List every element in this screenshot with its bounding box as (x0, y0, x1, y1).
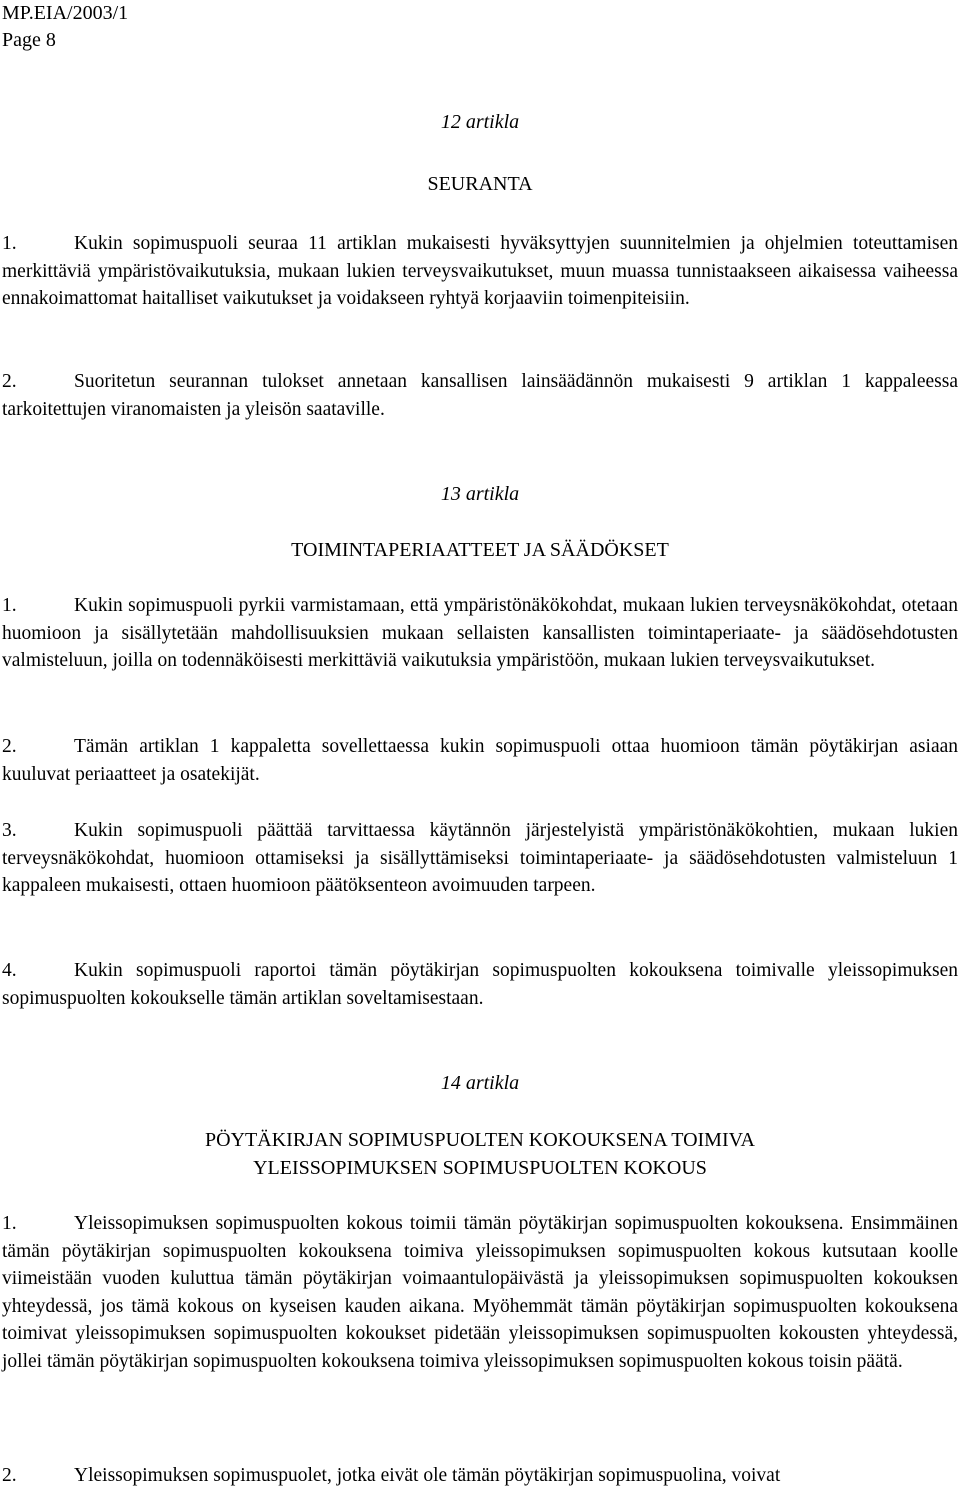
article-13-paragraph-4 (2, 957, 958, 1012)
page-number: Page 8 (2, 29, 56, 51)
paragraph-text: Suoritetun seurannan tulokset annetaan kansallisen lainsäädännön mukaisesti 9 artiklan 1 kappaleessa tarkoitettujen viranomaisten ja yleisön saataville. (2, 371, 958, 420)
article-13-paragraph-2 (2, 733, 958, 788)
article-12-number: 12 artikla (440, 111, 520, 133)
paragraph-number: 3. (2, 820, 17, 841)
article-12-title: SEURANTA (427, 173, 533, 195)
article-12-paragraph-1 (2, 230, 958, 313)
paragraph-text: Yleissopimuksen sopimuspuolten kokous toimii tämän pöytäkirjan sopimuspuolten kokouksena. Ensimmäinen tämän pöytäkirjan sopimuspuolten kokouksena toimiva yleissopimuksen sopimuspuolten kokous kutsutaan koolle viimeistään vuoden kuluttua tämän pöytäkirjan voimaantulopäivästä ja yleissopimuksen sopimuspuolten kokouksen yhteydessä, jos tämä kokous on kyseisen kauden aikana. Myöhemmät tämän pöytäkirjan sopimuspuolten kokouksena toimivat yleissopimuksen sopimuspuolten kokoukset pidetään yleissopimuksen sopimuspuolten kokousten yhteydessä, jollei tämän pöytäkirjan sopimuspuolten kokouksena toimiva yleissopimuksen sopimuspuolten kokous toisin päätä. (2, 1213, 958, 1372)
page-header (2, 0, 128, 54)
paragraph-number: 4. (2, 960, 17, 981)
paragraph-text: Yleissopimuksen sopimuspuolet, jotka eivät ole tämän pöytäkirjan sopimuspuolina, voivat (74, 1465, 781, 1486)
paragraph-number: 1. (2, 595, 17, 616)
paragraph-number: 2. (2, 1465, 17, 1486)
paragraph-number: 1. (2, 1213, 17, 1234)
article-14-number: 14 artikla (440, 1072, 520, 1094)
document-reference: MP.EIA/2003/1 (2, 2, 129, 24)
article-13-paragraph-1 (2, 592, 958, 675)
article-12-paragraph-2 (2, 368, 958, 423)
paragraph-text: Kukin sopimuspuoli pyrkii varmistamaan, että ympäristönäkökohdat, mukaan lukien terveysnäkökohdat, otetaan huomioon ja sisällytetään mahdollisuuksien mukaan sellaisten kansallisten toimintaperiaate- ja säädösehdotusten valmisteluun, joilla on todennäköisesti merkittäviä vaikutuksia ympäristöön, mukaan lukien terveysvaikutukset. (2, 595, 958, 671)
paragraph-text: Kukin sopimuspuoli seuraa 11 artiklan mukaisesti hyväksyttyjen suunnitelmien ja ohjelmien toteuttamisen merkittäviä ympäristövaikutuksia, mukaan lukien terveysvaikutukset, muun muassa tunnistaakseen aikaisessa vaiheessa ennakoimattomat haitalliset vaikutukset ja voidakseen ryhtyä korjaaviin toimenpiteisiin. (2, 233, 958, 309)
article-14-paragraph-1 (2, 1210, 958, 1375)
article-13-paragraph-3 (2, 817, 958, 900)
paragraph-number: 2. (2, 736, 17, 757)
article-14-title-line-1: PÖYTÄKIRJAN SOPIMUSPUOLTEN KOKOUKSENA TOIMIVA (205, 1129, 755, 1151)
article-13-number: 13 artikla (440, 483, 520, 505)
article-14-title-line-2: YLEISSOPIMUKSEN SOPIMUSPUOLTEN KOKOUS (253, 1157, 707, 1179)
paragraph-text: Kukin sopimuspuoli raportoi tämän pöytäkirjan sopimuspuolten kokouksena toimivalle yleissopimuksen sopimuspuolten kokoukselle tämän artiklan soveltamisestaan. (2, 960, 958, 1009)
article-13-title: TOIMINTAPERIAATTEET JA SÄÄDÖKSET (291, 539, 669, 561)
paragraph-text: Tämän artiklan 1 kappaletta sovellettaessa kukin sopimuspuoli ottaa huomioon tämän pöytäkirjan asiaan kuuluvat periaatteet ja osatekijät. (2, 736, 958, 785)
article-14-paragraph-2 (2, 1462, 958, 1490)
paragraph-number: 2. (2, 371, 17, 392)
paragraph-text: Kukin sopimuspuoli päättää tarvittaessa käytännön järjestelyistä ympäristönäkökohtien, mukaan lukien terveysnäkökohdat, huomioon ottamiseksi ja sisällyttämiseksi toimintaperiaate- ja säädösehdotusten valmisteluun 1 kappaleen mukaisesti, ottaen huomioon päätöksenteon avoimuuden tarpeen. (2, 820, 958, 896)
paragraph-number: 1. (2, 233, 17, 254)
